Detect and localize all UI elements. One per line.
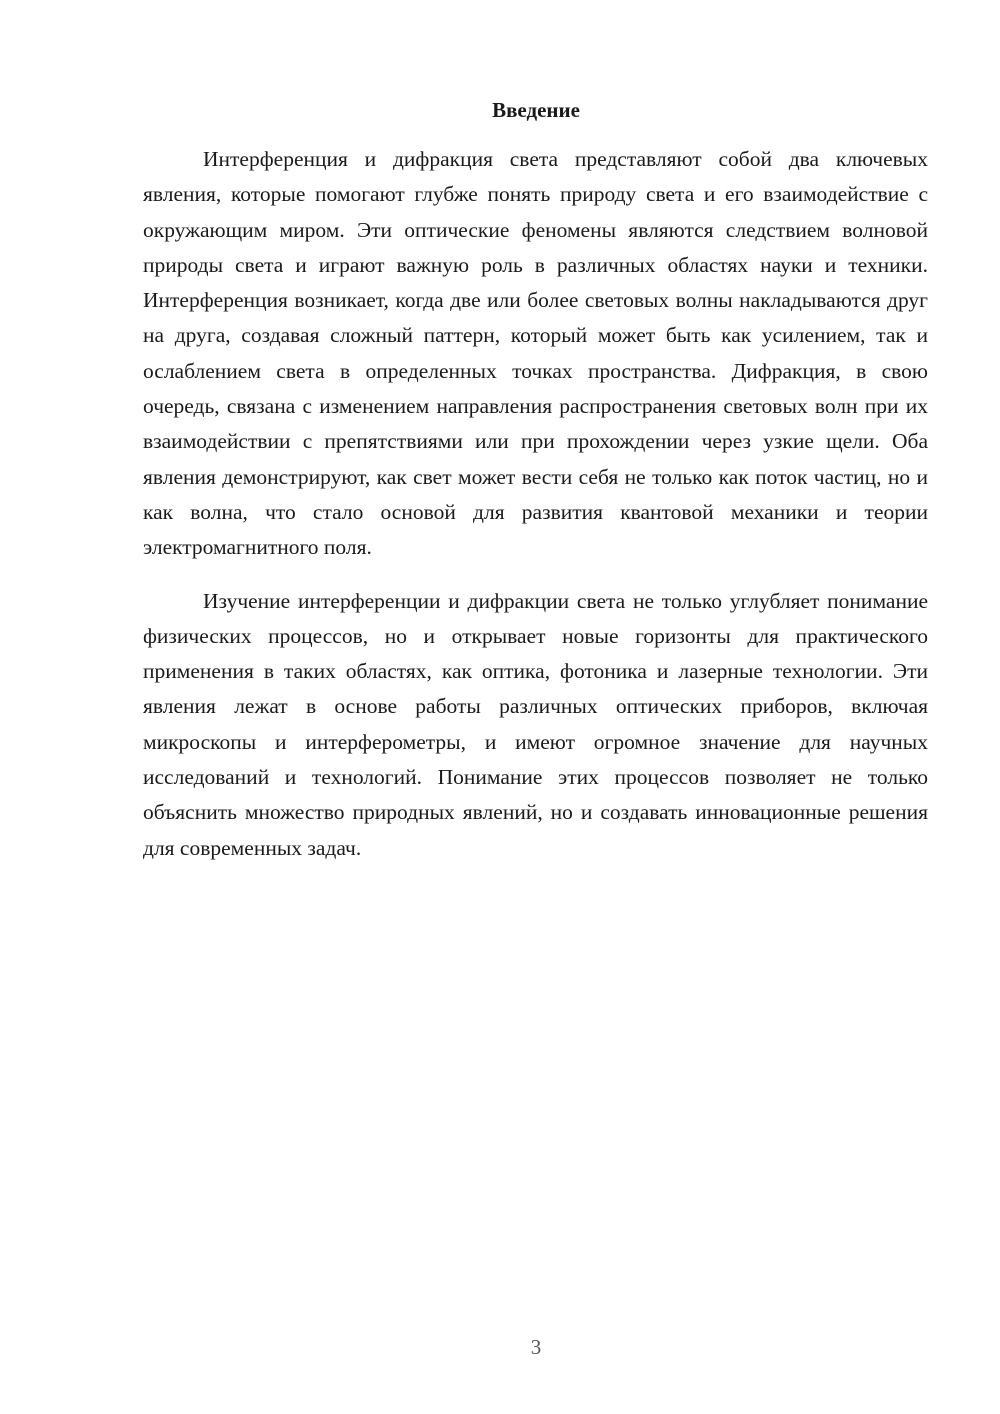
paragraph-1: Интерференция и дифракция света представляют собой два ключевых явления, которые помогают глубже понять природу света и его взаимодействие с окружающим миром. Эти оптические феномены являются следствием волновой природы света и играют важную роль в различных областях науки и техники. Интерференция возникает, когда две или более световых волны накладываются друг на друга, создавая сложный паттерн, который может быть как усилением, так и ослаблением света в определенных точках пространства. Дифракция, в свою очередь, связана с изменением направления распространения световых волн при их взаимодействии с препятствиями или при прохождении через узкие щели. Оба явления демонстрируют, как свет может вести себя не только как поток частиц, но и как волна, что стало основой для развития квантовой механики и теории электромагнитного поля. (143, 147, 928, 560)
page-number: 3 (530, 1335, 542, 1359)
body-text (143, 142, 928, 866)
paragraph-2: Изучение интерференции и дифракции света не только углубляет понимание физических процессов, но и открывает новые горизонты для практического применения в таких областях, как оптика, фотоника и лазерные технологии. Эти явления лежат в основе работы различных оптических приборов, включая микроскопы и интерферометры, и имеют огромное значение для научных исследований и технологий. Понимание этих процессов позволяет не только объяснить множество природных явлений, но и создавать инновационные решения для современных задач. (143, 588, 928, 860)
section-heading: Введение (492, 98, 580, 122)
